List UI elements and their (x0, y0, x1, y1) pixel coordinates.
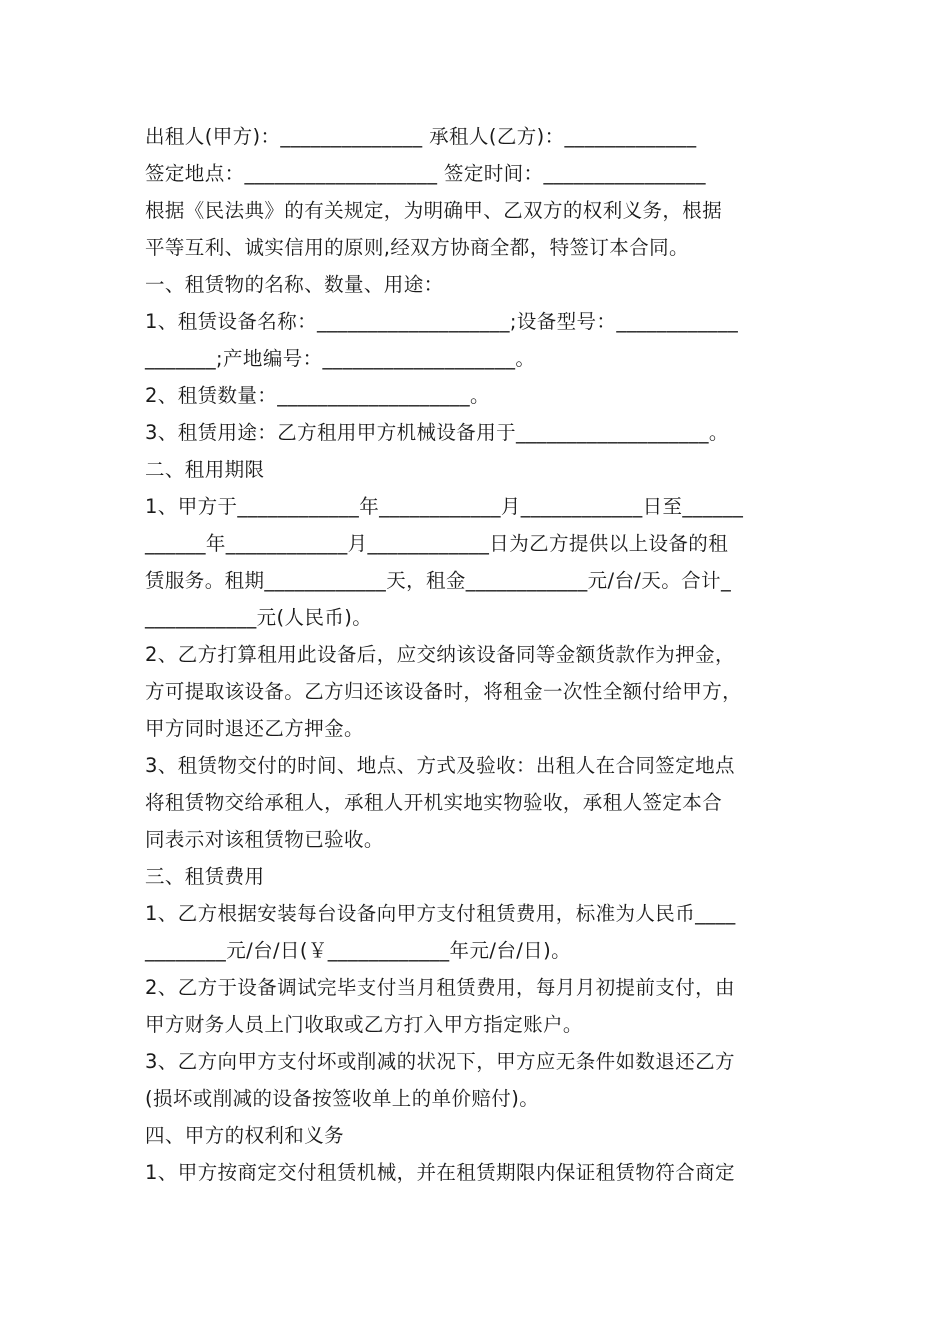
clause-line: 3、乙方向甲方支付坏或削减的状况下，甲方应无条件如数退还乙方 (145, 1050, 735, 1073)
section-heading: 二、租用期限 (145, 458, 265, 481)
clause-line: 3、租赁用途：乙方租用甲方机械设备用于___________________。 (145, 421, 729, 444)
clause-line: 2、乙方打算租用此设备后，应交纳该设备同等金额货款作为押金， (145, 643, 735, 666)
clause-line: 1、租赁设备名称：___________________;设备型号：____________ (145, 310, 739, 333)
section-heading: 四、甲方的权利和义务 (145, 1124, 345, 1147)
clause-line: 2、乙方于设备调试完毕支付当月租赁费用，每月月初提前支付，由 (145, 976, 735, 999)
clause-line: 2、租赁数量：___________________。 (145, 384, 490, 407)
section-heading: 一、租赁物的名称、数量、用途： (145, 273, 444, 296)
document-body (145, 118, 815, 1191)
paragraph-line: 平等互利、诚实信用的原则,经双方协商全都，特签订本合同。 (145, 236, 689, 259)
clause-line: 赁服务。租期____________天，租金____________元/台/天。合计_ (145, 569, 732, 592)
section-heading: 三、租赁费用 (145, 865, 265, 888)
clause-line: 将租赁物交给承租人，承租人开机实地实物验收，承租人签定本合 (145, 791, 723, 814)
clause-line: 1、甲方于____________年____________月____________日至______ (145, 495, 744, 518)
paragraph-line: 根据《民法典》的有关规定，为明确甲、乙双方的权利义务，根据 (145, 199, 723, 222)
clause-line: 同表示对该租赁物已验收。 (145, 828, 384, 851)
clause-line: ________元/台/日(￥____________年元/台/日)。 (145, 939, 571, 962)
clause-line: ___________元(人民币)。 (145, 606, 373, 629)
clause-line: 1、乙方根据安装每台设备向甲方支付租赁费用，标准为人民币____ (145, 902, 736, 925)
signing-info-line: 签定地点：___________________ 签定时间：________________ (145, 162, 706, 185)
clause-line: 甲方同时退还乙方押金。 (145, 717, 364, 740)
clause-line: 方可提取该设备。乙方归还该设备时，将租金一次性全额付给甲方， (145, 680, 743, 703)
clause-line: 甲方财务人员上门收取或乙方打入甲方指定账户。 (145, 1013, 583, 1036)
party-line: 出租人(甲方)：______________ 承租人(乙方)：_____________ (145, 125, 697, 148)
clause-line: 1、甲方按商定交付租赁机械，并在租赁期限内保证租赁物符合商定 (145, 1161, 735, 1184)
clause-line: 3、租赁物交付的时间、地点、方式及验收：出租人在合同签定地点 (145, 754, 735, 777)
clause-line: _______;产地编号：___________________。 (145, 347, 536, 370)
clause-line: (损坏或削减的设备按签收单上的单价赔付)。 (145, 1087, 540, 1110)
clause-line: ______年____________月____________日为乙方提供以上设备的租 (145, 532, 729, 555)
